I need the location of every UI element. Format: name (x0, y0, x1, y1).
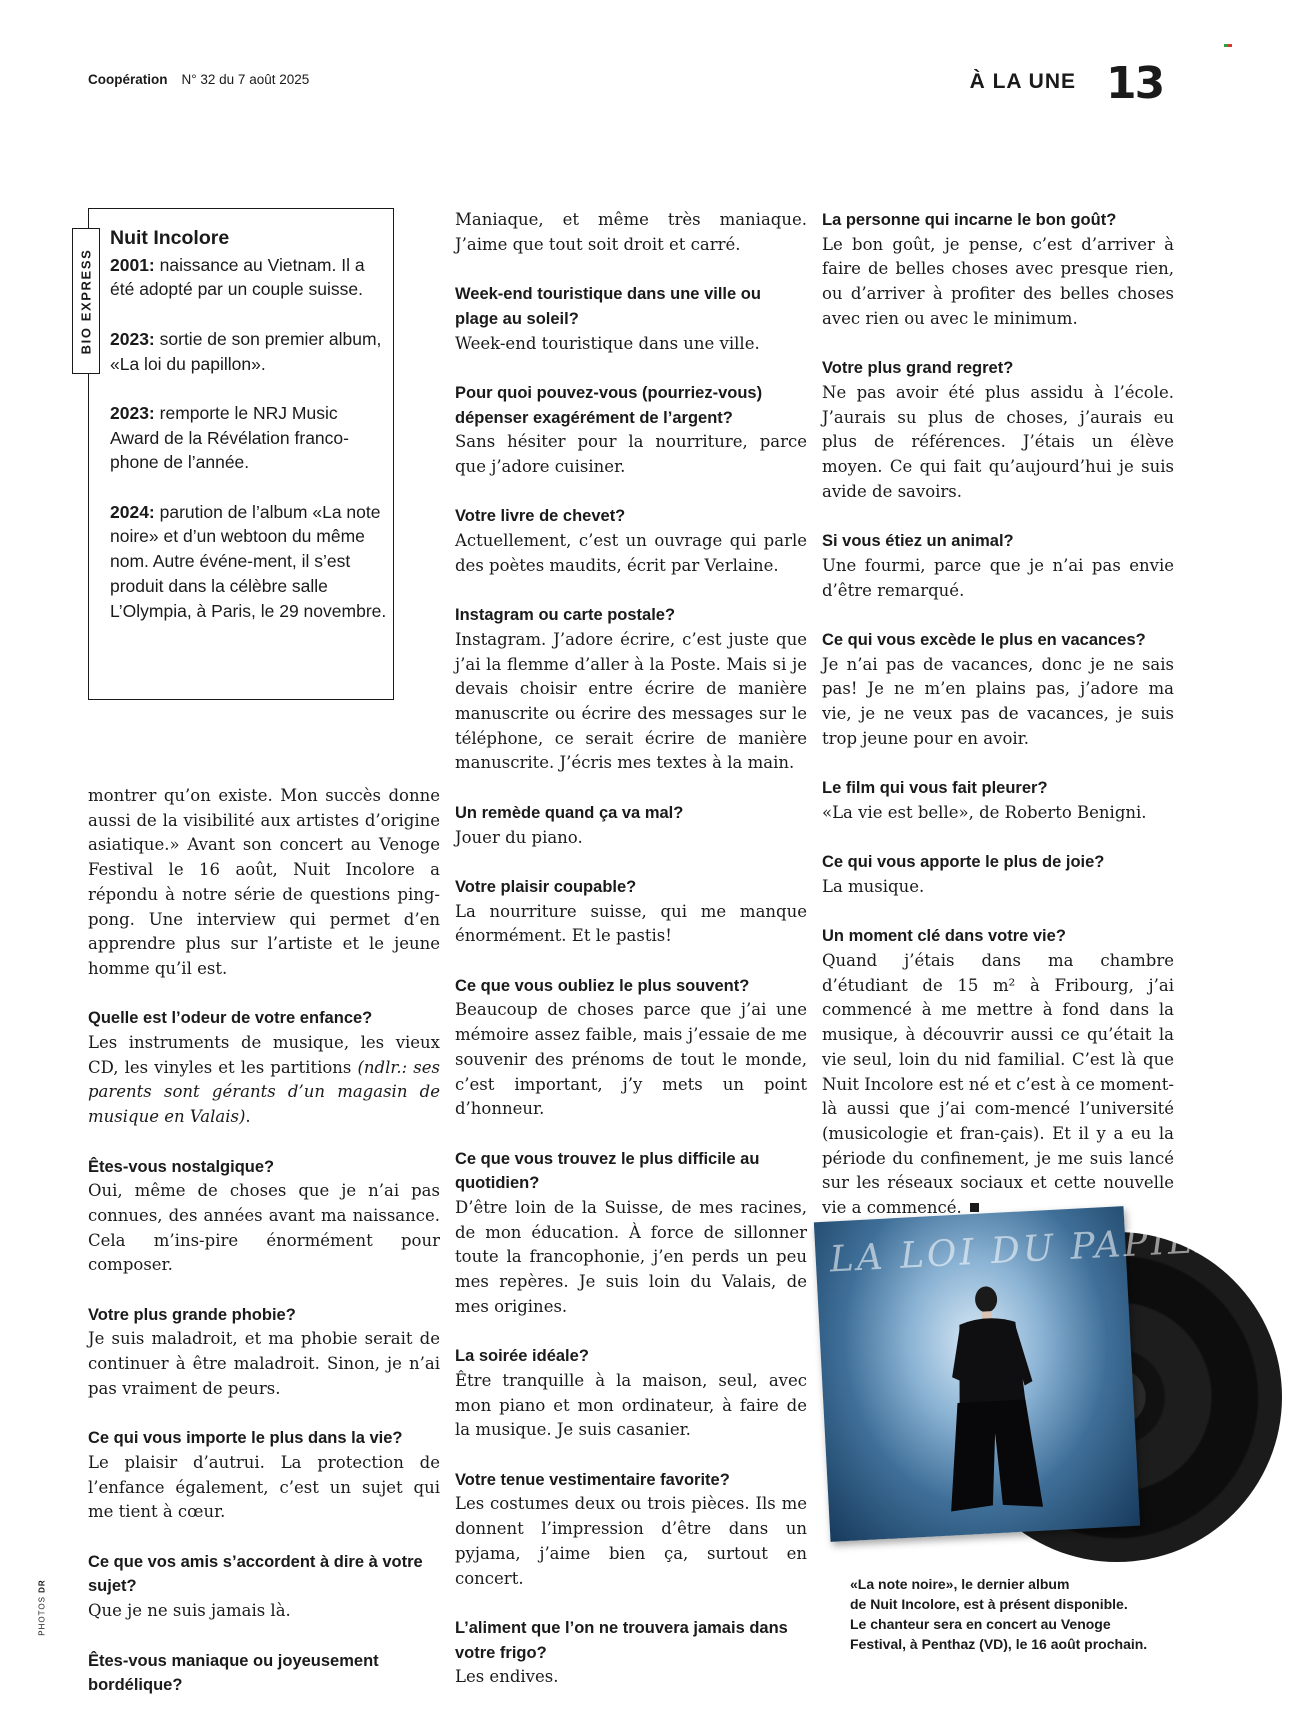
answer: Ne pas avoir été plus assidu à l’école. J’aurais su plus de choses, j’aurais eu plus de références. J’étais un élève moyen. Ce qui fait qu’aujourd’hui je suis avide de savoirs. (822, 382, 1174, 501)
bio-entry: 2001: naissance au Vietnam. Il a été adopté par un couple suisse. (110, 254, 365, 300)
question: L’aliment que l’on ne trouvera jamais dans votre frigo? (455, 1618, 788, 1662)
question: Quelle est l’odeur de votre enfance? (88, 1009, 373, 1028)
question: Votre livre de chevet? (455, 507, 626, 526)
album-cover (814, 1206, 1290, 1542)
question: Ce que vous oubliez le plus souvent? (455, 976, 750, 995)
answer: La musique. (822, 876, 925, 896)
answer: Quand j’étais dans ma chambre d’étudiant de 15 m² à Fribourg, j’ai commencé à me mettre à fond dans la musique, à découvrir aussi ce qu’était la vie seul, loin du nid familial. C’est là que Nuit Incolore est né et c’est à ce moment-là aussi que j’ai com-mencé l’université (musicologie et fran-çais). Et il y a eu la période du confinement, je me suis lancé sur les réseaux sociaux et cette nouvelle vie a commencé. (822, 951, 1174, 1218)
question: Ce qui vous importe le plus dans la vie? (88, 1429, 403, 1448)
question: Votre plus grande phobie? (88, 1305, 296, 1324)
album-image (822, 1214, 1290, 1566)
bio-title: Nuit Incolore (110, 227, 230, 249)
album-caption: «La note noire», le dernier album de Nuit Incolore, est à présent disponible. Le chanteur sera en concert au Venoge Festival, à Penthaz (VD), le 16 août prochain. (850, 1576, 1148, 1652)
bio-entry: 2024: parution de l’album «La note noire» et d’un webtoon du même nom. Autre événe-ment, il s’est produit dans la célèbre salle L’Olympia, à Paris, le 29 novembre. (110, 501, 387, 621)
color-registration-icon (1224, 34, 1232, 40)
question: Êtes-vous nostalgique? (88, 1157, 275, 1176)
question: Un moment clé dans votre vie? (822, 927, 1066, 946)
answer: Beaucoup de choses parce que j’ai une mémoire assez faible, mais j’essaie de me souvenir des prénoms de tout le monde, c’est important, j’y mets un point d’honneur. (455, 1000, 807, 1119)
answer: Le plaisir d’autrui. La protection de l’enfance également, c’est un sujet qui me tient à cœur. (88, 1452, 440, 1522)
answer: Oui, même de choses que je n’ai pas connues, des années avant ma naissance. Cela m’ins-pire énormément pour composer. (88, 1181, 440, 1275)
column-3 (822, 208, 1174, 1221)
bio-express-label: BIO EXPRESS (78, 248, 94, 354)
answer: D’être loin de la Suisse, de mes racines, de mon éducation. À force de sillonner toute la francophonie, j’en perds un peu mes repères. Je suis loin du Valais, de mes origines. (455, 1198, 807, 1316)
question: Ce que vos amis s’accordent à dire à votre sujet? (88, 1552, 423, 1596)
answer: Les instruments de musique, les vieux CD, les vinyles et les partitions (ndlr.: ses parents sont gérants d’un magasin de musique en Valais). (88, 1033, 440, 1127)
column-1 (88, 784, 440, 1698)
answer: Jouer du piano. (455, 827, 583, 847)
bio-content (110, 226, 390, 623)
answer: Sans hésiter pour la nourriture, parce que j’adore cuisiner. (455, 432, 807, 476)
question: Week-end touristique dans une ville ou plage au soleil? (455, 285, 761, 328)
bio-entry: 2023: remporte le NRJ Music Award de la Révélation franco-phone de l’année. (110, 402, 349, 473)
answer: Je n’ai pas de vacances, donc je ne sais pas! Je ne m’en plains pas, j’adore ma vie, je ne veux pas de vacances, je suis trop jeune pour en avoir. (822, 654, 1174, 748)
answer: Actuellement, c’est un ouvrage qui parle des poètes maudits, écrit par Verlaine. (455, 531, 807, 575)
issue-number: N° 32 du 7 août 2025 (181, 72, 310, 87)
answer: Je suis maladroit, et ma phobie serait de continuer à être maladroit. Sinon, je n’ai pas vraiment de peurs. (88, 1329, 440, 1398)
question: Êtes-vous maniaque ou joyeusement bordélique? (88, 1651, 379, 1695)
answer: Être tranquille à la maison, seul, avec mon piano et mon ordinateur, à faire de la musique. Je suis casanier. (455, 1370, 807, 1440)
issue-info (88, 72, 309, 87)
answer: Que je ne suis jamais là. (88, 1601, 291, 1621)
album-cover-title: LA LOI DU PAPILLON (828, 1215, 1290, 1281)
answer: «La vie est belle», de Roberto Benigni. (822, 802, 1147, 822)
question: Un remède quand ça va mal? (455, 803, 684, 822)
question: Votre plaisir coupable? (455, 877, 637, 896)
question: Si vous étiez un animal? (822, 532, 1014, 551)
end-of-article-icon (970, 1203, 979, 1212)
question: Pour quoi pouvez-vous (pourriez-vous) dépenser exagérément de l’argent? (455, 383, 763, 427)
answer: Les endives. (455, 1667, 559, 1687)
bio-entry: 2023: sortie de son premier album, «La loi du papillon». (110, 328, 382, 374)
answer: La nourriture suisse, qui me manque énormément. Et le pastis! (455, 901, 807, 946)
answer: Instagram. J’adore écrire, c’est juste que j’ai la flemme d’aller à la Poste. Mais si je devais choisir entre écrire de manière manuscrite ou écrire des messages sur le téléphone, ce serait écrire de manière manuscrite. J’écris mes textes à la main. (455, 629, 807, 773)
section-label: À LA UNE (969, 70, 1076, 93)
question: La soirée idéale? (455, 1347, 589, 1366)
singer-figure-icon (935, 1281, 1043, 1518)
answer: Les costumes deux ou trois pièces. Ils me donnent l’impression d’être dans un pyjama, j’aime bien ça, surtout en concert. (455, 1494, 807, 1588)
question: La personne qui incarne le bon goût? (822, 211, 1117, 229)
question: Instagram ou carte postale? (455, 606, 676, 625)
question: Ce qui vous excède le plus en vacances? (822, 630, 1146, 649)
question: Votre tenue vestimentaire favorite? (455, 1470, 730, 1489)
answer: Une fourmi, parce que je n’ai pas envie d’être remarqué. (822, 555, 1174, 600)
intro-paragraph: montrer qu’on existe. Mon succès donne aussi de la visibilité aux artistes d’origine asiatique.» Avant son concert au Venoge Festival le 16 août, Nuit Incolore a répondu à notre série de questions ping-pong. Une interview qui permet d’en apprendre plus sur l’artiste et le jeune homme qu’il est. (88, 786, 440, 978)
photo-credit: PHOTOS DR (37, 1578, 47, 1636)
answer: Le bon goût, je pense, c’est d’arriver à faire de belles choses avec presque rien, ou d’arriver à profiter des belles choses avec rien ou avec le minimum. (822, 234, 1174, 328)
question: Votre plus grand regret? (822, 359, 1014, 378)
answer: Week-end touristique dans une ville. (455, 333, 760, 353)
question: Ce que vous trouvez le plus difficile au quotidien? (455, 1149, 760, 1193)
question: Ce qui vous apporte le plus de joie? (822, 853, 1105, 872)
answer: Maniaque, et même très maniaque. J’aime que tout soit droit et carré. (455, 210, 807, 254)
column-2 (455, 208, 807, 1690)
publication-name: Coopération (88, 72, 168, 87)
question: Le film qui vous fait pleurer? (822, 779, 1048, 798)
page-number: 13 (1106, 58, 1164, 109)
